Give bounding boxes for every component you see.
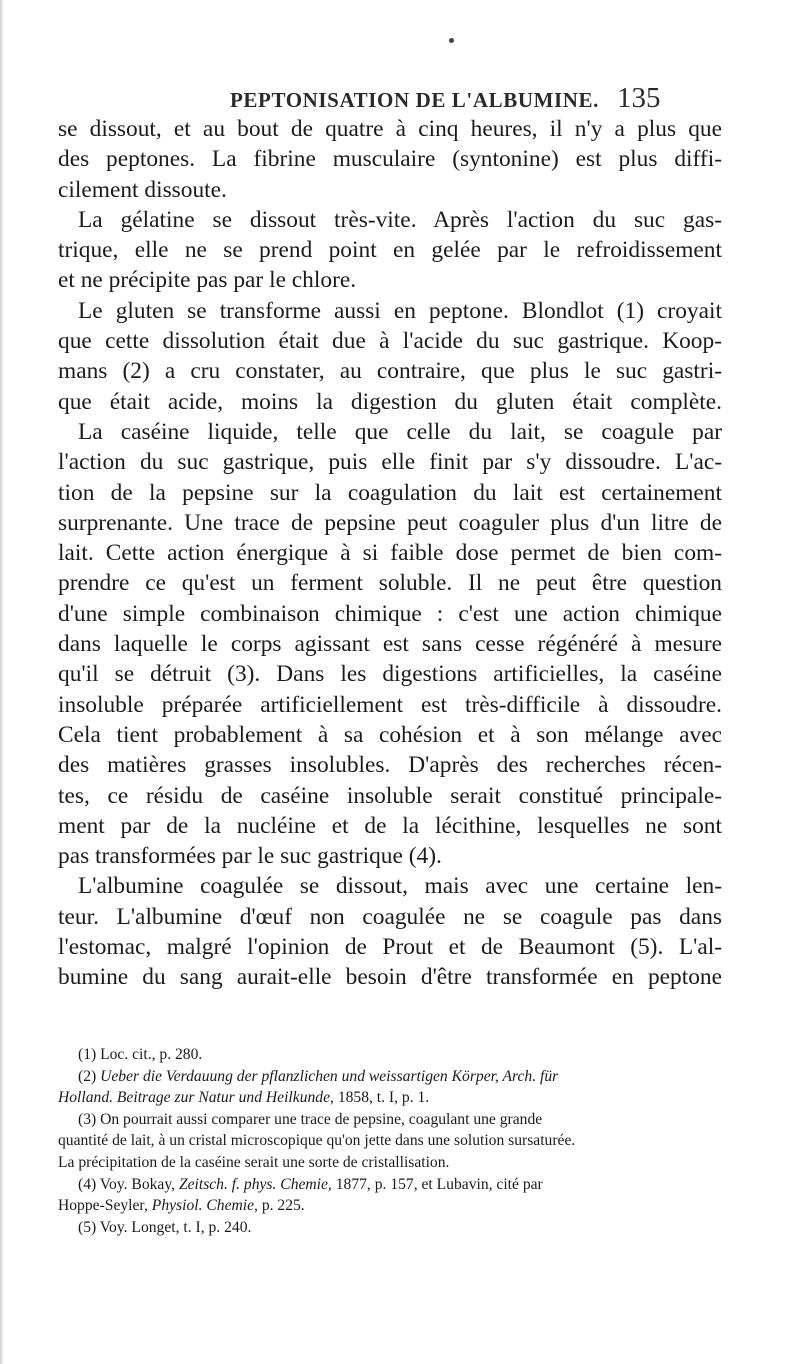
- footnote-2: [58, 1066, 722, 1088]
- footnote-2-title: Ueber die Verdauung der pflanzlichen und weissartigen Körper, Arch. für: [100, 1067, 559, 1085]
- footnote-4-page: p. 225.: [261, 1197, 305, 1215]
- body-text: [58, 114, 722, 993]
- text-line: trique, elle ne se prend point en gelée par le refroidissement: [58, 237, 722, 264]
- footnote-2-number: (2): [78, 1067, 97, 1085]
- text-line: surprenante. Une trace de pepsine peut coaguler plus d'un litre de: [58, 509, 722, 536]
- text-line: se dissout, et au bout de quatre à cinq heures, il n'y a plus que: [58, 116, 722, 142]
- footnote-4-pre: (4) Voy. Bokay,: [78, 1175, 176, 1193]
- footnote-4-cont: [58, 1195, 722, 1217]
- text-line: Cela tient probablement à sa cohésion et à son mélange avec: [58, 721, 722, 748]
- text-line: dans laquelle le corps agissant est sans cesse régénéré à mesure: [58, 631, 722, 658]
- footnote-3-cont: quantité de lait, à un cristal microscopique qu'on jette dans une solution sursaturée.: [58, 1132, 576, 1150]
- text-line: prendre ce qu'est un ferment soluble. Il ne peut être question: [58, 570, 722, 597]
- text-line: lait. Cette action énergique à si faible dose permet de bien com-: [58, 540, 722, 567]
- footnote-4-book: Physiol. Chemie,: [151, 1197, 258, 1215]
- footnote-2-cont: [58, 1087, 722, 1109]
- text-line: l'estomac, malgré l'opinion de Prout et de Beaumont (5). L'al-: [58, 934, 722, 961]
- text-line: Le gluten se transforme aussi en peptone. Blondlot (1) croyait: [78, 297, 722, 324]
- footnote-1: (1) Loc. cit., p. 280.: [78, 1046, 203, 1063]
- text-line: ment par de la nucléine et de la lécithine, lesquelles ne sont: [58, 812, 722, 839]
- text-line: tes, ce résidu de caséine insoluble serait constitué principale-: [58, 782, 722, 809]
- text-line: qu'il se détruit (3). Dans les digestions artificielles, la caséine: [58, 661, 722, 688]
- text-line: tion de la pepsine sur la coagulation du lait est certainement: [58, 479, 722, 506]
- footnote-4: [58, 1174, 722, 1196]
- footnote-2-journal: Holland. Beitrage zur Natur und Heilkunde,: [58, 1089, 334, 1107]
- footnotes: [58, 1044, 722, 1238]
- text-line: pas transformées par le suc gastrique (4).: [58, 843, 442, 870]
- page-number: 135: [617, 82, 661, 114]
- footnote-2-ref: 1858, t. I, p. 1.: [337, 1089, 430, 1107]
- text-line: bumine du sang aurait-elle besoin d'être transformée en peptone: [58, 964, 722, 991]
- text-line: La caséine liquide, telle que celle du lait, se coagule par: [78, 418, 722, 445]
- text-line: mans (2) a cru constater, au contraire, que plus le suc gastri-: [58, 358, 722, 385]
- footnote-3: (3) On pourrait aussi comparer une trace de pepsine, coagulant une grande: [78, 1110, 543, 1128]
- text-line: des peptones. La fibrine musculaire (syntonine) est plus diffi-: [58, 146, 722, 173]
- text-line: que était acide, moins la digestion du gluten était complète.: [58, 388, 722, 415]
- text-line: cilement dissoute.: [58, 176, 227, 203]
- text-line: insoluble préparée artificiellement est très-difficile à dissoudre.: [58, 691, 722, 718]
- text-line: que cette dissolution était due à l'acide du suc gastrique. Koop-: [58, 328, 722, 355]
- ink-speck: [449, 38, 454, 43]
- text-line: l'action du suc gastrique, puis elle finit par s'y dissoudre. L'ac-: [58, 449, 722, 476]
- text-line: teur. L'albumine d'œuf non coagulée ne se coagule pas dans: [58, 903, 722, 930]
- footnote-4-post: 1877, p. 157, et Lubavin, cité par: [335, 1175, 543, 1193]
- footnote-3-cont: La précipitation de la caséine serait une sorte de cristallisation.: [58, 1153, 450, 1171]
- text-line: L'albumine coagulée se dissout, mais avec une certaine len-: [78, 873, 722, 900]
- footnote-4-journal: Zeitsch. f. phys. Chemie,: [178, 1175, 332, 1193]
- text-line: des matières grasses insolubles. D'après des recherches récen-: [58, 752, 722, 779]
- running-title: PEPTONISATION DE L'ALBUMINE.: [230, 88, 600, 112]
- footnote-5: (5) Voy. Longet, t. I, p. 240.: [78, 1218, 252, 1236]
- footnote-4-author: Hoppe-Seyler,: [58, 1197, 148, 1215]
- text-line: d'une simple combinaison chimique : c'est une action chimique: [58, 600, 722, 627]
- text-line: et ne précipite pas par le chlore.: [58, 267, 357, 294]
- text-line: La gélatine se dissout très-vite. Après l'action du suc gas-: [78, 206, 722, 233]
